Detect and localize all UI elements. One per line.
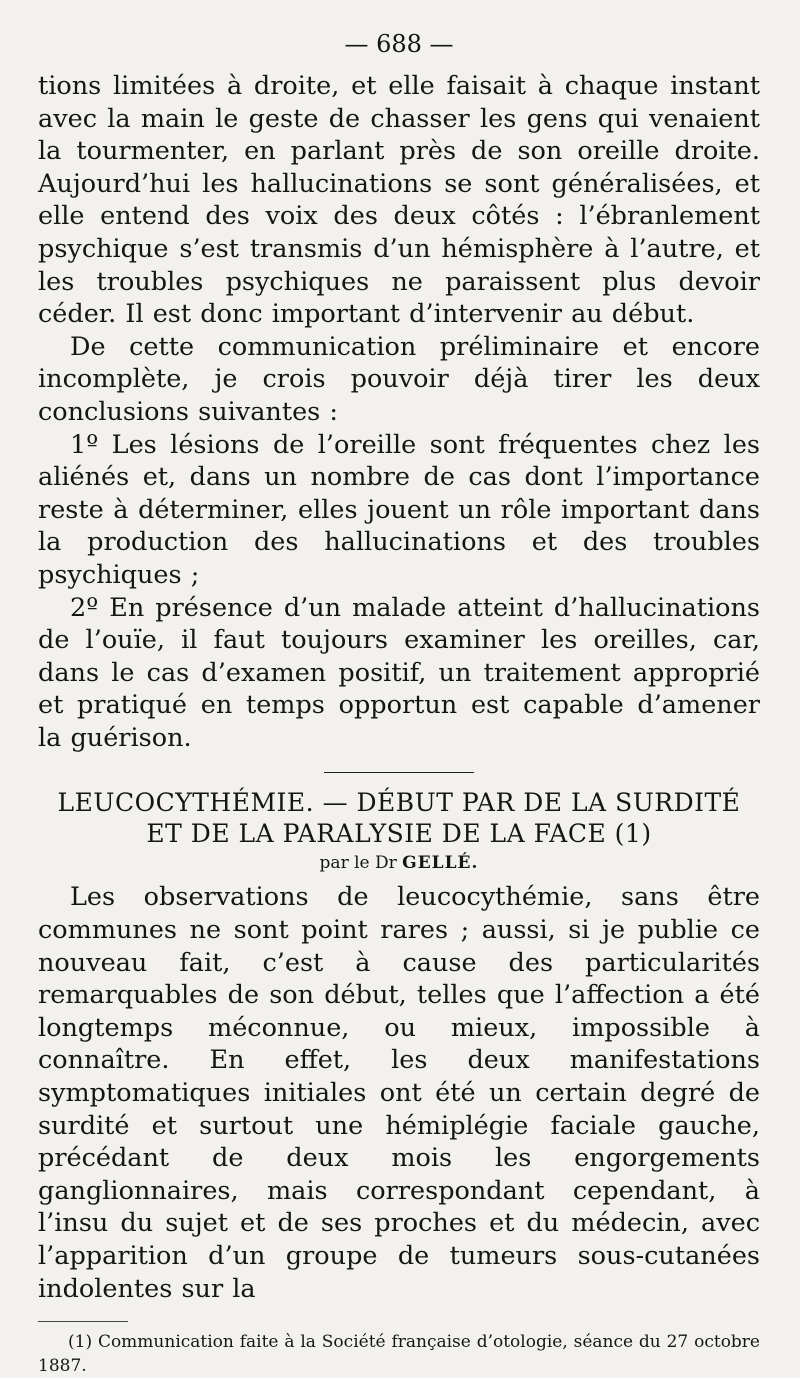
page [38,30,760,1378]
footnote: (1) Communication faite à la Société française d’otologie, séance du 27 octobre 1887. [38,1332,760,1377]
paragraph-conclusion-2: 2º En présence d’un malade atteint d’hallucinations de l’ouïe, il faut toujours examiner les oreilles, car, dans le cas d’examen positif, un traitement approprié et pratiqué en temps opportun est capable d’amener la guérison. [38,592,760,753]
section-divider [324,772,474,773]
article-paragraph: Les observations de leucocythémie, sans être communes ne sont point rares ; aussi, si je publie ce nouveau fait, c’est à cause des particularités remarquables de son début, telles que l’affection a été longtemps méconnue, ou mieux, impossible à connaître. En effet, les deux manifestations symptomatiques initiales ont été un certain degré de surdité et surtout une hémiplégie faciale gauche, précédant de deux mois les engorgements ganglionnaires, mais correspondant cependant, à l’insu du sujet et de ses proches et du médecin, avec l’apparition d’un groupe de tumeurs sous-cutanées indolentes sur la [38,882,760,1304]
page-number: — 688 — [344,30,454,58]
article-author [38,853,760,873]
article-body [38,881,760,1305]
author-prefix: par le Dr [319,853,397,874]
footnote-divider [38,1321,128,1322]
paragraph-conclusions-intro: De cette communication préliminaire et encore incomplète, je crois pouvoir déjà tirer les deux conclusions suivantes : [38,331,760,427]
author-name: GELLÉ. [402,853,479,874]
article-title-line-2: ET DE LA PARALYSIE DE LA FACE (1) [146,819,652,849]
article-title-line-1: LEUCOCYTHÉMIE. — DÉBUT PAR DE LA SURDITÉ [57,788,741,818]
paragraph-conclusion-1: 1º Les lésions de l’oreille sont fréquentes chez les aliénés et, dans un nombre de cas dont l’importance reste à déterminer, elles jouent un rôle important dans la production des hallucinations et des troubles psychiques ; [38,429,760,590]
paragraph-continuation: tions limitées à droite, et elle faisait à chaque instant avec la main le geste de chasser les gens qui venaient la tourmenter, en parlant près de son oreille droite. Aujourd’hui les hallucinations se sont généralisées, et elle entend des voix des deux côtés : l’ébranlement psychique s’est transmis d’un hémisphère à l’autre, et les troubles psychiques ne paraissent plus devoir céder. Il est donc important d’intervenir au début. [38,71,760,330]
body-text-top [38,70,760,754]
